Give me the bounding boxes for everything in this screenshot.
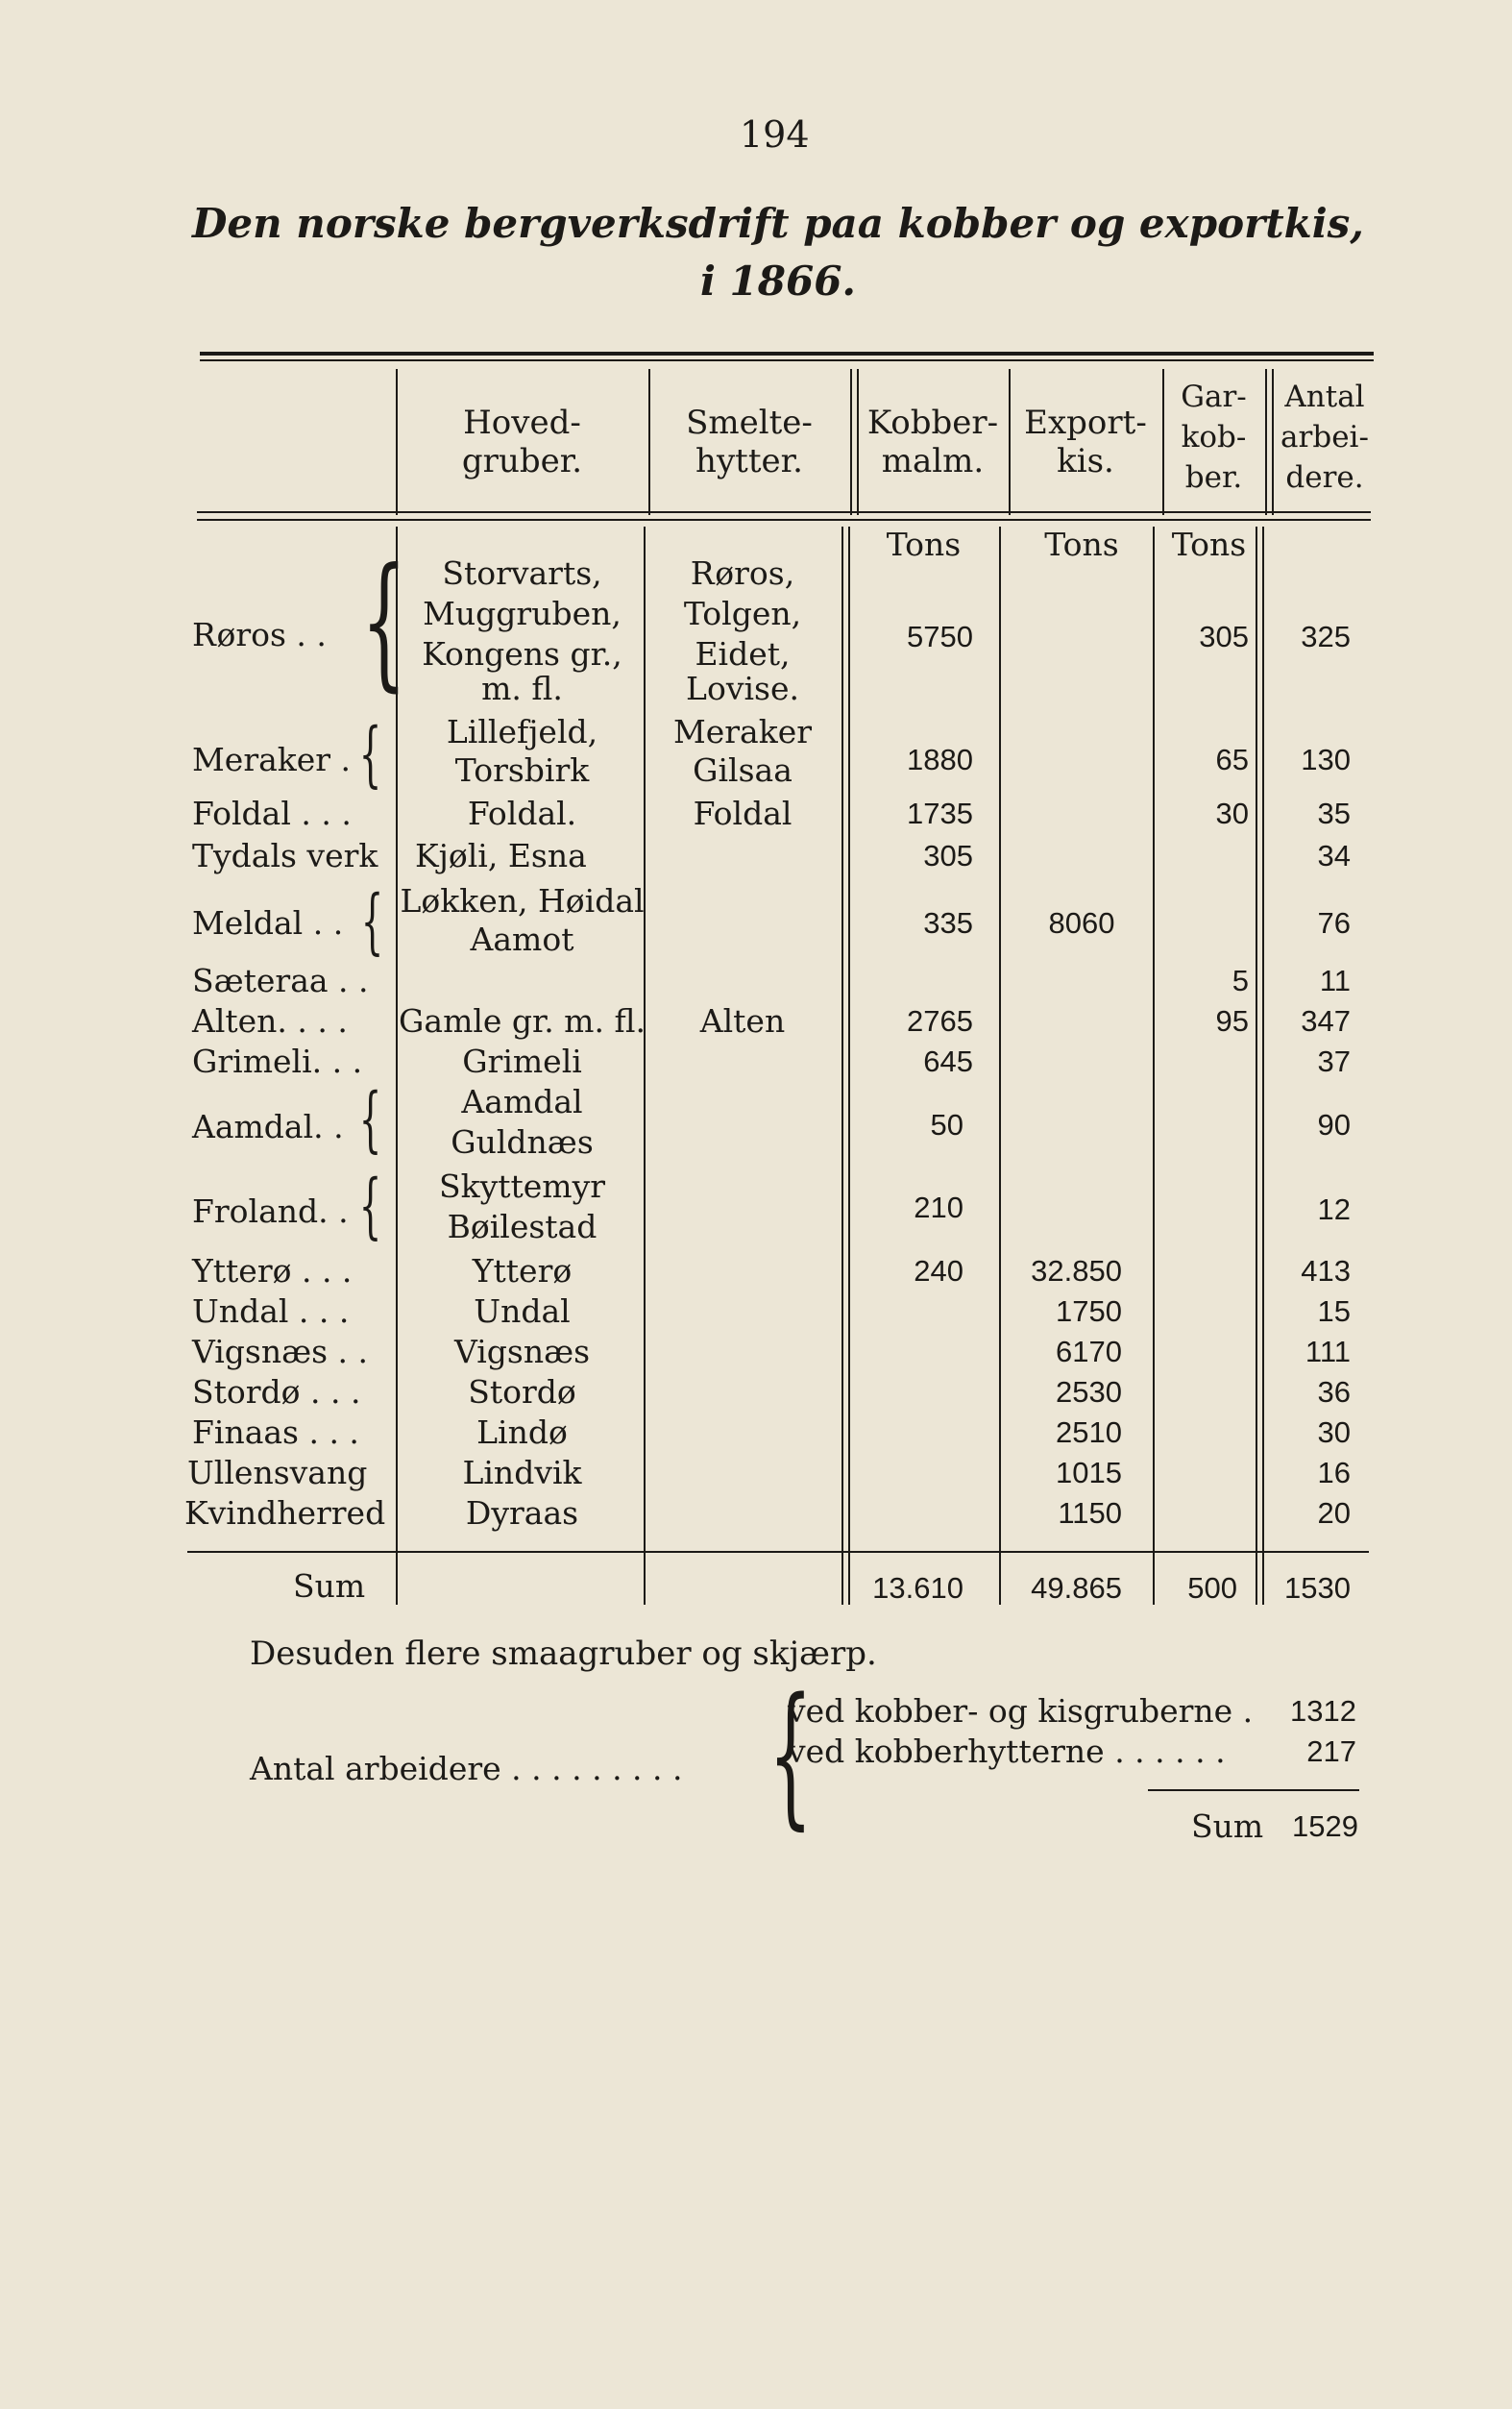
kobbermalm-cell: 305 (923, 839, 973, 873)
district-cell: Aamdal. . (192, 1108, 344, 1145)
kobbermalm-cell: 645 (923, 1045, 973, 1078)
exportkis-cell: 1750 (1056, 1294, 1122, 1328)
antal-cell: 413 (1301, 1254, 1351, 1288)
hoved-cell: Aamdal Guldnæs (451, 1083, 594, 1161)
note-sum-label: Sum (1191, 1807, 1264, 1845)
kobbermalm-cell: 1880 (907, 743, 973, 776)
sum-kobbermalm: 13.610 (872, 1571, 963, 1605)
hoved-cell: Dyraas (465, 1494, 579, 1532)
garkobber-cell: 305 (1199, 620, 1249, 653)
unit-kobbermalm: Tons (886, 526, 962, 563)
smelte-cell: Meraker Gilsaa (672, 713, 813, 789)
brace-roros: { (360, 538, 407, 705)
brace-meldal: { (360, 880, 384, 963)
kobbermalm-cell: 5750 (907, 620, 973, 653)
unit-exportkis: Tons (1044, 526, 1119, 563)
district-cell: Sæteraa . . (192, 962, 369, 999)
hoved-cell: Vigsnæs (453, 1333, 591, 1370)
brace-meraker: { (358, 713, 382, 796)
antal-cell: 30 (1317, 1415, 1351, 1449)
antal-cell: 347 (1301, 1004, 1351, 1038)
antal-cell: 130 (1301, 743, 1351, 776)
district-cell: Alten. . . . (192, 1002, 348, 1040)
antal-cell: 90 (1317, 1108, 1351, 1142)
note-desuden: Desuden flere smaagruber og skjærp. (250, 1635, 877, 1673)
hoved-cell: Lindvik (462, 1454, 582, 1491)
smelte-cell: Foldal (693, 795, 793, 832)
district-cell: Finaas . . . (192, 1413, 359, 1451)
header-antal: Antal arbei- dere. (1280, 380, 1369, 495)
district-cell: Ullensvang (187, 1454, 368, 1491)
hoved-cell: Lindø (476, 1413, 568, 1451)
antal-cell: 16 (1317, 1456, 1351, 1489)
note-sum-value: 1529 (1292, 1809, 1358, 1843)
district-cell: Meraker . (192, 741, 352, 778)
page-title-year: i 1866. (699, 258, 857, 305)
exportkis-cell: 1150 (1058, 1496, 1122, 1530)
note-antal-label: Antal arbeidere . . . . . . . . . (250, 1750, 683, 1787)
note-line2-value: 217 (1306, 1734, 1356, 1768)
kobbermalm-cell: 240 (914, 1254, 963, 1288)
district-cell: Froland. . (192, 1192, 349, 1230)
district-cell: Vigsnæs . . (192, 1333, 369, 1370)
header-hovedgruber: Hoved- gruber. (461, 404, 583, 480)
hoved-cell: Foldal. (467, 795, 577, 832)
sum-rule (187, 1551, 1369, 1553)
sum-garkobber: 500 (1187, 1571, 1237, 1605)
antal-cell: 15 (1317, 1294, 1351, 1328)
district-cell: Foldal . . . (192, 795, 352, 832)
hoved-cell: Ytterø (472, 1252, 573, 1290)
note-line1-label: ved kobber- og kisgruberne . (788, 1692, 1254, 1730)
antal-cell: 76 (1317, 906, 1351, 940)
kobbermalm-cell: 1735 (907, 797, 973, 830)
unit-garkobber: Tons (1171, 526, 1247, 563)
district-cell: Stordø . . . (192, 1373, 361, 1411)
smelte-cell: Alten (699, 1002, 786, 1040)
smelte-cell: Røros, Tolgen, Eidet, Lovise. (683, 554, 802, 707)
antal-cell: 37 (1317, 1045, 1351, 1078)
hoved-cell: Løkken, Høidal Aamot (400, 882, 645, 958)
kobbermalm-cell: 210 (914, 1191, 963, 1224)
header-kobbermalm: Kobber- malm. (866, 404, 999, 480)
garkobber-cell: 5 (1232, 964, 1249, 997)
exportkis-cell: 2530 (1056, 1375, 1122, 1409)
exportkis-cell: 2510 (1056, 1415, 1122, 1449)
header-garkobber: Gar- kob- ber. (1181, 380, 1247, 495)
hoved-cell: Kjøli, Esna (415, 837, 587, 874)
hoved-cell: Storvarts, Muggruben, Kongens gr., m. fl. (422, 554, 622, 707)
hoved-cell: Lillefjeld, Torsbirk (446, 713, 598, 789)
antal-cell: 11 (1319, 964, 1351, 997)
page-title: Den norske bergverksdrift paa kobber og exportkis, (192, 200, 1364, 247)
header-smeltehytter: Smelte- hytter. (686, 404, 813, 480)
hoved-cell: Gamle gr. m. fl. (399, 1002, 646, 1040)
brace-notes: { (768, 1664, 813, 1844)
district-cell: Røros . . (192, 616, 327, 653)
notes-sum-rule (1148, 1789, 1359, 1791)
kobbermalm-cell: 50 (930, 1108, 963, 1142)
exportkis-cell: 1015 (1056, 1456, 1122, 1489)
district-cell: Ytterø . . . (192, 1252, 353, 1290)
antal-cell: 35 (1317, 797, 1351, 830)
hoved-cell: Undal (474, 1292, 571, 1330)
antal-cell: 34 (1317, 839, 1351, 873)
exportkis-cell: 6170 (1056, 1335, 1122, 1368)
antal-cell: 20 (1317, 1496, 1351, 1530)
sum-antal: 1530 (1284, 1571, 1351, 1605)
district-cell: Grimeli. . . (192, 1043, 363, 1080)
brace-froland: { (358, 1165, 382, 1247)
kobbermalm-cell: 2765 (907, 1004, 973, 1038)
garkobber-cell: 30 (1215, 797, 1249, 830)
garkobber-cell: 95 (1215, 1004, 1249, 1038)
sum-label: Sum (293, 1567, 366, 1605)
note-line1-value: 1312 (1290, 1694, 1356, 1728)
district-cell: Tydals verk (192, 837, 378, 874)
note-line2-label: ved kobberhytterne . . . . . . (788, 1733, 1226, 1770)
hoved-cell: Grimeli (462, 1043, 582, 1080)
district-cell: Kvindherred (184, 1494, 386, 1532)
garkobber-cell: 65 (1215, 743, 1249, 776)
exportkis-cell: 8060 (1048, 906, 1115, 940)
hoved-cell: Skyttemyr Bøilestad (438, 1168, 605, 1245)
district-cell: Undal . . . (192, 1292, 350, 1330)
antal-cell: 325 (1301, 620, 1351, 653)
page-number: 194 (740, 113, 810, 156)
kobbermalm-cell: 335 (923, 906, 973, 940)
antal-cell: 12 (1317, 1192, 1351, 1226)
header-exportkis: Export- kis. (1024, 404, 1147, 480)
antal-cell: 111 (1305, 1335, 1351, 1368)
brace-aamdal: { (358, 1078, 382, 1161)
exportkis-cell: 32.850 (1031, 1254, 1122, 1288)
sum-exportkis: 49.865 (1031, 1571, 1122, 1605)
antal-cell: 36 (1317, 1375, 1351, 1409)
hoved-cell: Stordø (468, 1373, 576, 1411)
district-cell: Meldal . . (192, 904, 344, 942)
